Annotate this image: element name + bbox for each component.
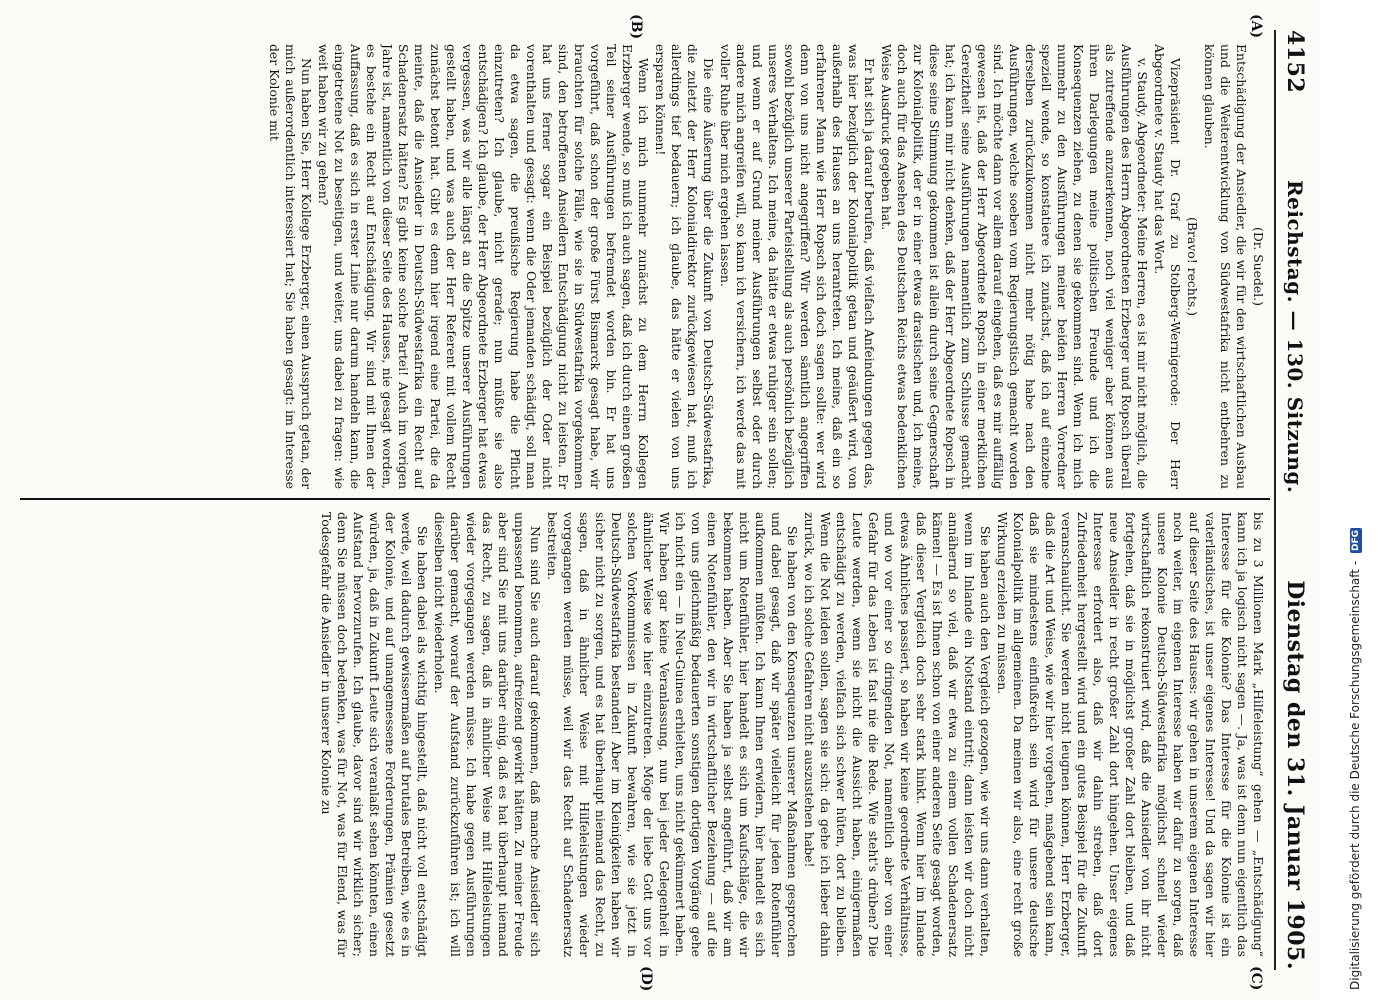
paragraph: Wenn ich mich nunmehr zunächst zu dem Herrn Kollegen Erzberger wende, so muß ich auch sagen, daß ich durch einen großen Teil seiner Ausführungen befremdet worden bin. Er hat uns vorgeführt, daß schon der große Fürst Bismarck gesagt habe, wir brauchten für solche Fälle, wie sie in Südwestafrika vorgekommen sind, den betroffenen Ansiedlern Entschädigung nicht zu leisten. Er hat uns ferner sogar ein Beispiel bezüglich der Oder nicht vorenthalten und gesagt: wenn die Oder jemanden schädigt, soll man da etwa sagen, die preußische Regierung habe die Pflicht einzutreten? Ich glaube, nicht gerade; nun müßte sie also entschädigen? Ich glaube, der Herr Abgeordnete Erzberger hat etwas vergessen, was wir alle längst an die Spitze unserer Ausführungen gestellt haben, und was auch der Herr Referent mit vollem Recht zunächst betont hat. Gibt es denn hier irgend eine Partei, die da meinte, daß die Ansiedler in Deutsch-Südwestafrika ein Recht auf Schadenersatz hätten? Es gibt keine solche Partei! Auch im vorigen Jahre ist, namentlich von dieser Seite des Hauses, nie gesagt worden, es bestehe ein Recht auf Entschädigung. Wir sind mit Ihnen der Auffassung, daß es sich in erster Linie nur darum handeln kann, die eingetretene Not zu beseitigen, und weiter, uns dabei zu fragen: wie weit haben wir zu gehen? (316, 44, 651, 489)
paragraph: Sie haben von den Konsequenzen unserer Maßnahmen gesprochen und dabei gesagt, daß wir später vielleicht für jeden Rotenfühler aufkommen müßten. Ich kann Ihnen erwidern, hier handelt es sich nicht um Rotenfühler, hier handelt es sich um Kaufschläge, die wir bekommen haben. Aber Sie haben ja selbst angeführt, daß wir am einen Notenfühler, den wir in wirtschaftlicher Beziehung — auf die von uns gleichmäßig bedauerten sonstigen dortigen Vorgänge gehe ich nicht ein — in Neu-Guinea erhielten, uns nicht gekümmert haben. Wir haben gar keine Veranlassung, nun bei jeder Gelegenheit in ähnlicher Weise wie hier einzutreten. Möge der liebe Gott uns vor solchen Vorkommnissen in Zukunft bewahren, wie sie jetzt in Deutsch-Südwestafrika bestanden! Aber im Kleinigkeiten haben wir sicher nicht zu sorgen, und es hat überhaupt niemand das Recht, zu sagen, daß in ähnlicher Weise mit Hilfeleistungen wieder vorgegangen werden müsse, weil wir das Recht auf Schadenersatz bestreiten. (545, 512, 800, 957)
paragraph: Vizepräsident Dr. Graf zu Stolberg-Wernigerode: Der Herr Abgeordnete v. Staudy hat das Wort. (1152, 44, 1183, 489)
digitization-footer (1332, 10, 1372, 990)
paragraph: Er hat sich ja darauf berufen, daß vielfach Anfeindungen gegen das, was hier bezüglich der Kolonialpolitik getan und geäußert wird, von außerhalb des Hauses an uns herantreten. Ich meine, daß ein so erfahrener Mann wie Herr Ropsch sich doch sagen sollte: wer wird denn von uns nicht angegriffen? Wir werden sämtlich angegriffen sowohl bezüglich unserer Parteistellung als auch persönlich bezüglich unseres Verhaltens. Ich meine, da hätte er etwas ruhiger sein sollen; und wenn er auf Grund meiner Ausführungen selbst oder durch andere mich angreifen will, so kann ich versichern, ich werde das mit voller Ruhe über mich ergehen lassen. (718, 44, 877, 489)
speaker-ref: (Dr. Suedel.) (1251, 226, 1266, 306)
paragraph: Nun sind Sie auch darauf gekommen, daß manche Ansiedler sich unpassend benommen, aufreizend gewirkt hätten. Zu meiner Freude aber sind Sie mit uns darüber einig, daß es hat überhaupt niemand das Recht, zu sagen, daß in ähnlicher Weise mit Hilfeleistungen wieder vorgegangen werden müsse. Ich habe gegen Ausführungen darüber gemacht, worauf der Aufstand zurückzuführen ist; ich will dieselben nicht wiederholen. (432, 512, 543, 957)
paragraph: v. Staudy, Abgeordneter: Meine Herren, es ist mir nicht möglich, die Ausführungen des Herrn Abgeordneten Erzberger und Ropsch überall als zutreffende anzuerkennen, noch viel weniger aber können aus ihren Darlegungen meine politischen Freunde und ich die Konsequenzen ziehen, zu denen sie gekommen sind. Wenn ich mich nunmehr zu den Ausführungen meiner beiden Herren Vorredner speziell wende, so konstatiere ich zunächst, daß ich auf einzelne derselben zurückzukommen nicht mehr nötig habe nach den Ausführungen, welche soeben vom Regierungstisch gemacht worden sind. Ich möchte dann vor allem darauf eingehen, daß es mir auffällig gewesen ist, daß der Herr Abgeordnete Ropsch in einer merklichen Gereiztheit seine Ausführungen namentlich zum Schlusse gemacht hat; ich kann mir nicht denken, daß der Herr Abgeordnete Ropsch in diese seine Stimmung gekommen ist allein durch seine Gegnerschaft zur Kolonialpolitik, der er in einer etwas drastischen und, ich meine, doch auch für das Ansehen des Deutschen Reichs etwas bedenklichen Weise Ausdruck gegeben hat. (879, 44, 1150, 489)
left-column (21, 44, 1266, 489)
footer-credit: Digitalisierung gefördert durch die Deutsche Forschungsgemeinschaft - (1348, 560, 1362, 990)
paragraph: Nun haben Sie, Herr Kollege Erzberger, einen Ausspruch getan, der mich außerordentlich interessiert hat; Sie haben gesagt: im Interesse der Kolonie mit (267, 44, 314, 489)
paragraph: Sie haben auch den Vergleich gezogen, wie wir uns dann verhalten, wenn im Inlande ein Notstand eintritt; dann leisten wir doch nicht annähernd so viel, daß wir etwa zu einem vollen Schadenersatz kämen! — Es ist Ihnen schon von einer anderen Seite gesagt worden, daß dieser Vergleich doch sehr stark hinkt. Wenn hier im Inlande etwas Ähnliches passiert, so haben wir keine geordnete Verhältnisse, und wo vor einer so dringenden Not, namentlich aber von einer Gefahr für das Leben ist fast nie die Rede. Wie steht's drüben? Die Leute werden, wenn sie nicht die Aussicht haben, einigermaßen entschädigt zu werden, vielfach sich schwer hüten, dort zu bleiben. Wenn die Not leiden sollen, sagen sie sich: da gehe ich lieber dahin zurück, wo ich solche Gefahren nicht auszustehen habe! (802, 512, 993, 957)
paragraph: Die eine Äußerung über die Zukunft von Deutsch-Südwestafrika, die zuletzt der Herr Kolonialdirektor zurückgewiesen hat, muß ich allerdings tief bedauern; ich glaube, das hätte er vielen von uns ersparen können! (653, 44, 716, 489)
session-date: Dienstag den 31. Januar 1905. (1282, 580, 1308, 970)
header-rule (1274, 30, 1276, 970)
margin-mark-b: (B) (628, 14, 644, 40)
paragraph: Sie haben dabei als wichtig hingestellt, daß nicht voll entschädigt werde, weil dadurch gewissermaßen auf brutales Betreiben, wie es in der Kolonie, und auf unangemessene Forderungen, Prämien gesetzt würden, ja, daß in Zukunft Leute sich veranlaßt sehen könnten, einen Aufstand hervorzurufen. Ich glaube, davor sind wir wirklich sicher; denn Sie müssen doch bedenken, was für Not, was für Elend, was für Todesgefahr die Ansiedler in unserer Kolonie zu (319, 512, 430, 957)
right-column (21, 512, 1266, 957)
session-title: Reichstag. — 130. Sitzung. (1283, 180, 1307, 494)
page-number: 4152 (1282, 30, 1308, 94)
margin-mark-a: (A) (1248, 14, 1264, 39)
applause-note: (Bravo! rechts.) (1185, 217, 1200, 316)
margin-mark-c: (C) (1248, 966, 1264, 991)
page-header (1280, 30, 1310, 970)
column-divider (20, 498, 1270, 500)
paragraph: Entschädigung der Ansiedler, die wir für den wirtschaftlichen Ausbau und die Weiterentwicklung von Südwestafrika nicht entbehren zu können glauben. (1202, 44, 1249, 489)
dfg-logo-icon: DFG (1350, 530, 1361, 552)
margin-mark-d: (D) (638, 966, 654, 992)
paragraph: bis zu 3 Millionen Mark „Hilfeleistung“ gehen — „Entschädigung“ kann ich ja logisch nicht sagen —. Ja, was ist denn nun eigentlich das Interesse für die Kolonie? Das Interesse für die Kolonie ist ein vaterländisches, ist unser eigenes Interesse! Und da sagen wir hier auf dieser Seite des Hauses: wir gehen in unserem eigenen Interesse noch weiter, im eigenen Interesse haben wir dafür zu sorgen, daß unsere Kolonie Deutsch-Südwestafrika möglichst schnell wieder wirtschaftlich rekonstruiert wird, daß die Ansiedler von ihr nicht fortgehen, daß sie in möglichst großer Zahl dort bleiben, und daß neue Ansiedler in recht großer Zahl dort hingehen. Unser eigenes Interesse erfordert also, daß wir dahin streben, daß dort Zufriedenheit hergestellt wird und ein gutes Beispiel für die Zukunft veranschaulicht. Sie werden nicht leugnen können, Herr Erzberger, daß die Art und Weise, wie wir hier vorgehen, maßgebend sein kann, daß sie mindestens einflußreich sein wird für unsere deutsche Kolonialpolitik im allgemeinen. Da meinen wir also, eine recht große Wirkung erzielen zu müssen. (995, 512, 1266, 957)
